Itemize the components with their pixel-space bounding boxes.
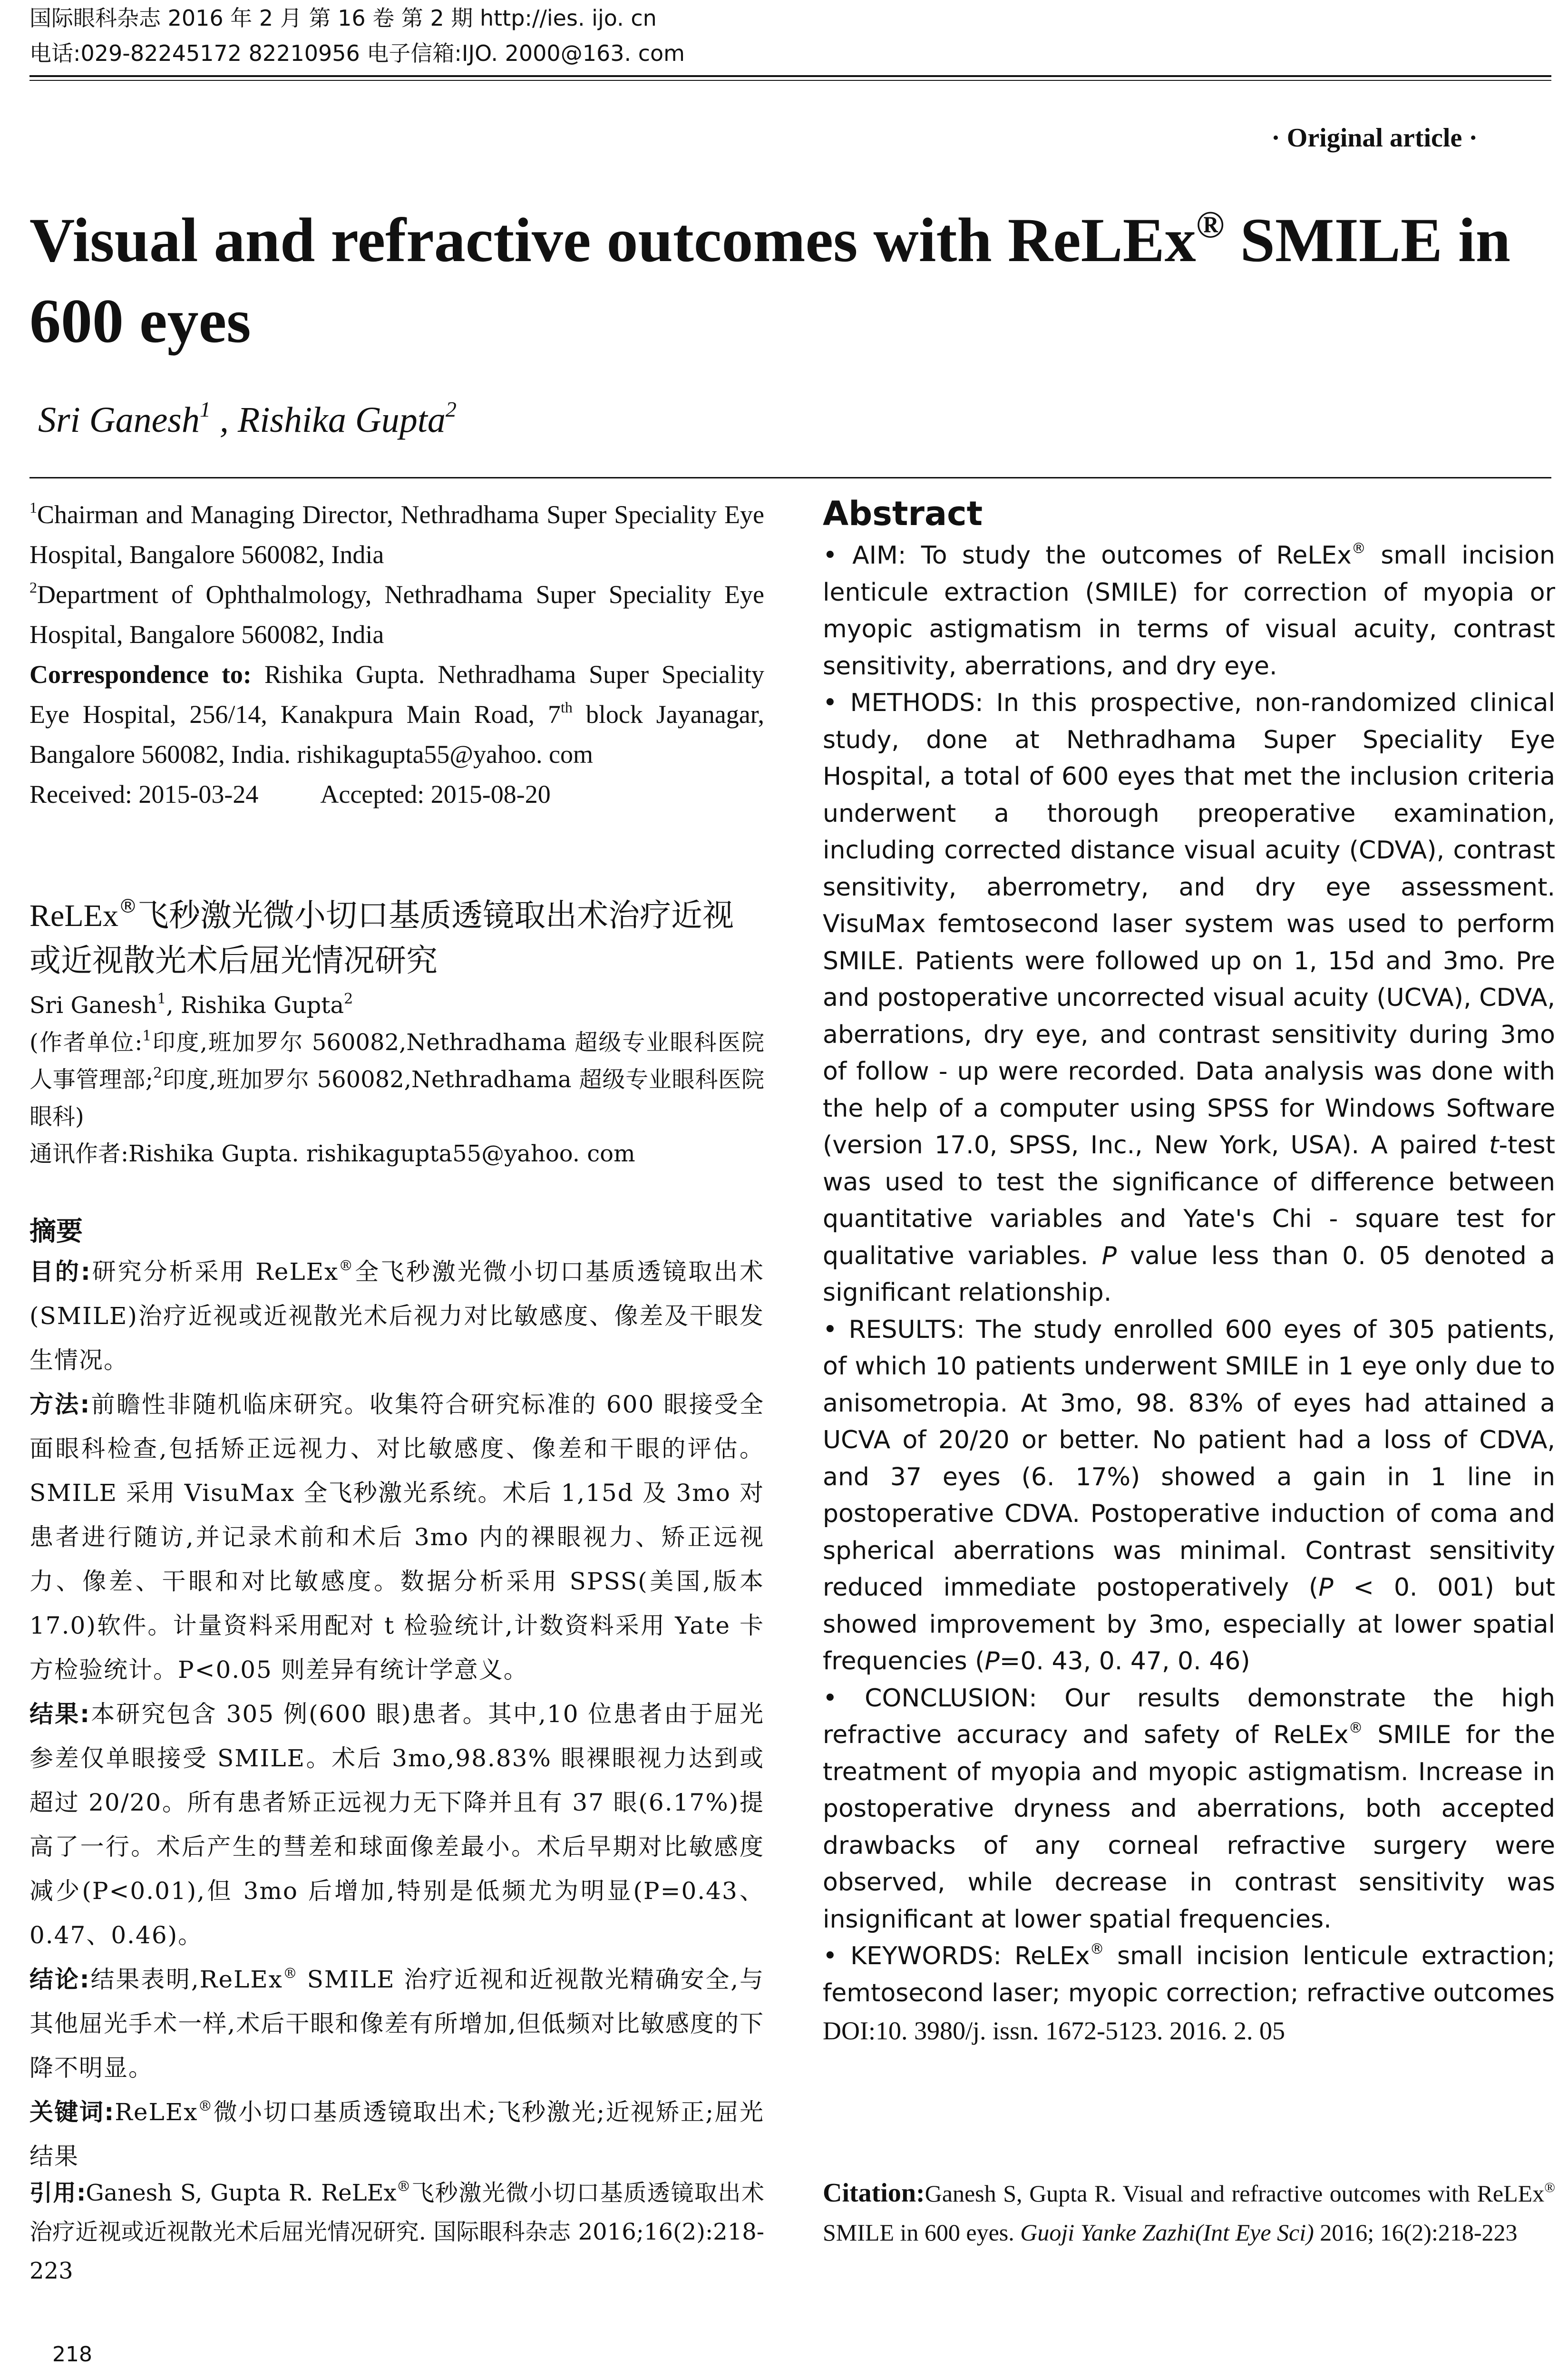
journal-header-line1: 国际眼科杂志 2016 年 2 月 第 16 卷 第 2 期 http://ies. ijo. cn bbox=[29, 5, 657, 31]
article-type: · Original article · bbox=[1271, 123, 1478, 153]
abstract-results-c: =0. 43, 0. 47, 0. 46) bbox=[999, 1647, 1250, 1676]
correspondence-superscript: th bbox=[561, 699, 573, 716]
abstract-heading: Abstract bbox=[823, 494, 983, 533]
author-2: Rishika Gupta bbox=[237, 400, 446, 440]
abstract-aim-a: • AIM: To study the outcomes of ReLEx bbox=[823, 541, 1352, 570]
abstract-methods-c: value less than 0. 05 denoted a significant relationship. bbox=[823, 1241, 1555, 1307]
chinese-keywords-reg: ® bbox=[198, 2098, 214, 2114]
chinese-author-2: , Rishika Gupta bbox=[166, 992, 344, 1019]
chinese-author-block bbox=[29, 987, 764, 1172]
chinese-title-text: 飞秒激光微小切口基质透镜取出术治疗近视或近视散光术后屈光情况研究 bbox=[29, 897, 734, 979]
affiliation-2-text: Department of Ophthalmology, Nethradhama Super Speciality Eye Hospital, Bangalore 560082, India bbox=[29, 580, 764, 649]
affiliation-2-number: 2 bbox=[29, 579, 37, 596]
abstract-results-p2: P bbox=[984, 1647, 1000, 1676]
chinese-citation-label: 引用: bbox=[29, 2180, 86, 2206]
header-rule-top bbox=[29, 75, 1551, 77]
article-title bbox=[29, 200, 1561, 361]
chinese-citation bbox=[29, 2173, 764, 2290]
abstract-methods bbox=[823, 685, 1555, 1312]
author-1: Sri Ganesh bbox=[38, 400, 200, 440]
chinese-unit-2: 印度,班加罗尔 560082,Nethradhama 超级专业眼科医院眼科) bbox=[29, 1066, 764, 1130]
citation-text-a: Ganesh S, Gupta R. Visual and refractive outcomes with ReLEx bbox=[925, 2180, 1545, 2207]
abstract-keywords-b: small incision lenticule extraction; femtosecond laser; myopic correction; refractive outcomes bbox=[823, 1942, 1555, 2007]
abstract-keywords-reg: ® bbox=[1090, 1941, 1104, 1958]
chinese-keywords-label: 关键词: bbox=[29, 2098, 115, 2126]
doi: DOI:10. 3980/j. issn. 1672-5123. 2016. 2. 05 bbox=[823, 2017, 1285, 2045]
abstract-conclusion-reg: ® bbox=[1348, 1720, 1363, 1736]
chinese-title-relex: ReLEx bbox=[29, 898, 118, 933]
chinese-conclusion-a: 结果表明,ReLEx bbox=[90, 1966, 283, 1993]
citation-text-b: SMILE in 600 eyes. bbox=[823, 2219, 1021, 2246]
chinese-author-1: Sri Ganesh bbox=[29, 992, 157, 1019]
correspondence bbox=[29, 654, 764, 774]
header-rule-bottom bbox=[29, 80, 1551, 81]
affiliation-2 bbox=[29, 575, 764, 654]
chinese-results-text: 本研究包含 305 例(600 眼)患者。其中,10 位患者由于屈光参差仅单眼接受 SMILE。术后 3mo,98.83% 眼裸眼视力达到或超过 20/20。所有患者矫正远视力无下降并且有 37 眼(6.17%)提高了一行。术后产生的彗差和球面像差最小。术后早期对比敏感度减少(P<0.01),但 3mo 后增加,特别是低频尤为明显(P=0.43、0.47、0.46)。 bbox=[29, 1700, 764, 1949]
chinese-title bbox=[29, 893, 764, 983]
chinese-abstract-body bbox=[29, 1250, 764, 2179]
chinese-methods-text: 前瞻性非随机临床研究。收集符合研究标准的 600 眼接受全面眼科检查,包括矫正远视力、对比敏感度、像差和干眼的评估。SMILE 采用 VisuMax 全飞秒激光系统。术后 1,15d 及 3mo 对患者进行随访,并记录术前和术后 3mo 内的裸眼视力、矫正远视力、像差、干眼和对比敏感度。数据分析采用 SPSS(美国,版本 17.0)软件。计量资料采用配对 t 检验统计,计数资料采用 Yate 卡方检验统计。P<0.05 则差异有统计学意义。 bbox=[29, 1391, 764, 1684]
citation-label: Citation: bbox=[823, 2178, 925, 2208]
abstract-aim-reg: ® bbox=[1351, 540, 1366, 557]
chinese-keywords-a: ReLEx bbox=[115, 2098, 198, 2126]
author-2-affiliation: 2 bbox=[445, 397, 457, 421]
chinese-purpose-a: 研究分析采用 ReLEx bbox=[91, 1258, 339, 1286]
chinese-purpose bbox=[29, 1250, 764, 1383]
dates bbox=[29, 774, 764, 814]
title-part2: SMILE in 600 eyes bbox=[29, 205, 1511, 356]
chinese-methods bbox=[29, 1383, 764, 1692]
chinese-unit-prefix: (作者单位: bbox=[29, 1029, 143, 1056]
chinese-conclusion-reg: ® bbox=[282, 1965, 298, 1982]
abstract-methods-p: P bbox=[1101, 1241, 1117, 1270]
abstract-results bbox=[823, 1312, 1555, 1680]
chinese-conclusion bbox=[29, 1958, 764, 2090]
accepted-date: Accepted: 2015-08-20 bbox=[320, 780, 551, 809]
chinese-abstract-heading: 摘要 bbox=[29, 1216, 83, 1247]
chinese-title-registered: ® bbox=[118, 896, 137, 917]
author-1-affiliation: 1 bbox=[199, 397, 211, 421]
abstract-results-p1: P bbox=[1318, 1573, 1334, 1602]
chinese-correspondence: 通讯作者:Rishika Gupta. rishikagupta55@yahoo. com bbox=[29, 1140, 635, 1167]
page-number: 218 bbox=[52, 2342, 92, 2367]
chinese-citation-a: Ganesh S, Gupta R. ReLEx bbox=[86, 2180, 397, 2206]
chinese-purpose-b: 全飞秒激光微小切口基质透镜取出术(SMILE)治疗近视或近视散光术后视力对比敏感度、像差及干眼发生情况。 bbox=[29, 1258, 764, 1374]
correspondence-label: Correspondence to: bbox=[29, 660, 252, 689]
chinese-results-label: 结果: bbox=[29, 1700, 91, 1728]
abstract-results-a: • RESULTS: The study enrolled 600 eyes of 305 patients, of which 10 patients underwent SMILE in 1 eye only due to anisometropia. At 3mo, 98. 83% of eyes had attained a UCVA of 20/20 or better. No patient had a loss of CDVA, and 37 eyes (6. 17%) showed a gain in 1 line in postoperative CDVA. Postoperative induction of coma and spherical aberrations was minimal. Contrast sensitivity reduced immediate postoperatively ( bbox=[823, 1315, 1555, 1602]
english-citation bbox=[823, 2173, 1555, 2252]
author-rule bbox=[29, 477, 1551, 478]
abstract-body bbox=[823, 537, 1555, 2050]
author-line bbox=[38, 399, 457, 441]
abstract-aim-b: small incision lenticule extraction (SMILE) for correction of myopia or myopic astigmatism in terms of visual acuity, contrast sensitivity, aberrations, and dry eye. bbox=[823, 541, 1555, 681]
chinese-purpose-reg: ® bbox=[339, 1257, 354, 1274]
affiliation-1-text: Chairman and Managing Director, Nethradhama Super Speciality Eye Hospital, Bangalore 560082, India bbox=[29, 500, 764, 569]
chinese-keywords bbox=[29, 2090, 764, 2179]
abstract-aim bbox=[823, 537, 1555, 685]
chinese-purpose-label: 目的: bbox=[29, 1258, 91, 1286]
abstract-methods-b: -test was used to test the significance of difference between quantitative variables and Yate's Chi - square test for qualitative variables. bbox=[823, 1131, 1555, 1270]
chinese-author-2-sup: 2 bbox=[344, 991, 353, 1007]
chinese-authors bbox=[29, 987, 764, 1024]
affiliation-1 bbox=[29, 495, 764, 575]
correspondence-text-b: block Jayanagar, Bangalore 560082, India. rishikagupta55@yahoo. com bbox=[29, 700, 764, 769]
registered-mark: ® bbox=[1196, 204, 1225, 246]
chinese-unit-1: 印度,班加罗尔 560082,Nethradhama 超级专业眼科医院人事管理部; bbox=[29, 1029, 764, 1093]
abstract-conclusion-a: • CONCLUSION: Our results demonstrate the high refractive accuracy and safety of ReLEx bbox=[823, 1684, 1555, 1749]
abstract-keywords bbox=[823, 1938, 1555, 2012]
chinese-citation-reg: ® bbox=[396, 2178, 411, 2195]
author-separator: , bbox=[210, 400, 238, 440]
citation-reg: ® bbox=[1544, 2180, 1555, 2195]
chinese-author-1-sup: 1 bbox=[157, 991, 166, 1007]
chinese-results bbox=[29, 1692, 764, 1958]
chinese-unit-sup2: 2 bbox=[153, 1065, 163, 1081]
chinese-methods-label: 方法: bbox=[29, 1391, 91, 1418]
chinese-conclusion-label: 结论: bbox=[29, 1966, 90, 1993]
abstract-conclusion-b: SMILE for the treatment of myopia and myopic astigmatism. Increase in postoperative dryness and aberrations, both accepted drawbacks of any corneal refractive surgery were observed, while decrease in contrast sensitivity was insignificant at lower spatial frequencies. bbox=[823, 1721, 1555, 1934]
abstract-results-b: < 0. 001) but showed improvement by 3mo, especially at lower spatial frequencies ( bbox=[823, 1573, 1555, 1676]
abstract-keywords-a: • KEYWORDS: ReLEx bbox=[823, 1942, 1090, 1970]
citation-journal: Guoji Yanke Zazhi(Int Eye Sci) bbox=[1020, 2219, 1314, 2246]
journal-header-line2: 电话:029-82245172 82210956 电子信箱:IJO. 2000@163. com bbox=[29, 40, 685, 66]
abstract-methods-t: t bbox=[1489, 1131, 1499, 1159]
affiliations-block bbox=[29, 495, 764, 814]
received-date: Received: 2015-03-24 bbox=[29, 780, 259, 809]
abstract-conclusion bbox=[823, 1680, 1555, 1939]
correspondence-text-a: Rishika Gupta. Nethradhama Super Speciality Eye Hospital, 256/14, Kanakpura Main Road, 7 bbox=[29, 660, 764, 729]
chinese-keywords-b: 微小切口基质透镜取出术;飞秒激光;近视矫正;屈光结果 bbox=[29, 2098, 764, 2170]
affiliation-1-number: 1 bbox=[29, 499, 37, 516]
chinese-unit-sup1: 1 bbox=[142, 1028, 152, 1044]
citation-text-c: 2016; 16(2):218-223 bbox=[1314, 2219, 1518, 2246]
title-part1: Visual and refractive outcomes with ReLEx bbox=[29, 205, 1196, 275]
chinese-citation-b: 飞秒激光微小切口基质透镜取出术治疗近视或近视散光术后屈光情况研究. 国际眼科杂志 2016;16(2):218-223 bbox=[29, 2180, 764, 2284]
chinese-conclusion-b: SMILE 治疗近视和近视散光精确安全,与其他屈光手术一样,术后干眼和像差有所增加,但低频对比敏感度的下降不明显。 bbox=[29, 1966, 764, 2082]
chinese-units bbox=[29, 1024, 764, 1135]
abstract-methods-a: • METHODS: In this prospective, non-randomized clinical study, done at Nethradhama Super Speciality Eye Hospital, a total of 600 eyes that met the inclusion criteria underwent a thorough preoperative examination, including corrected distance visual acuity (CDVA), contrast sensitivity, aberrometry, and dry eye assessment. VisuMax femtosecond laser system was used to perform SMILE. Patients were followed up on 1, 15d and 3mo. Pre and postoperative uncorrected visual acuity (UCVA), CDVA, aberrations, dry eye, and contrast sensitivity during 3mo of follow - up were recorded. Data analysis was done with the help of a computer using SPSS for Windows Software (version 17.0, SPSS, Inc., New York, USA). A paired bbox=[823, 689, 1555, 1159]
